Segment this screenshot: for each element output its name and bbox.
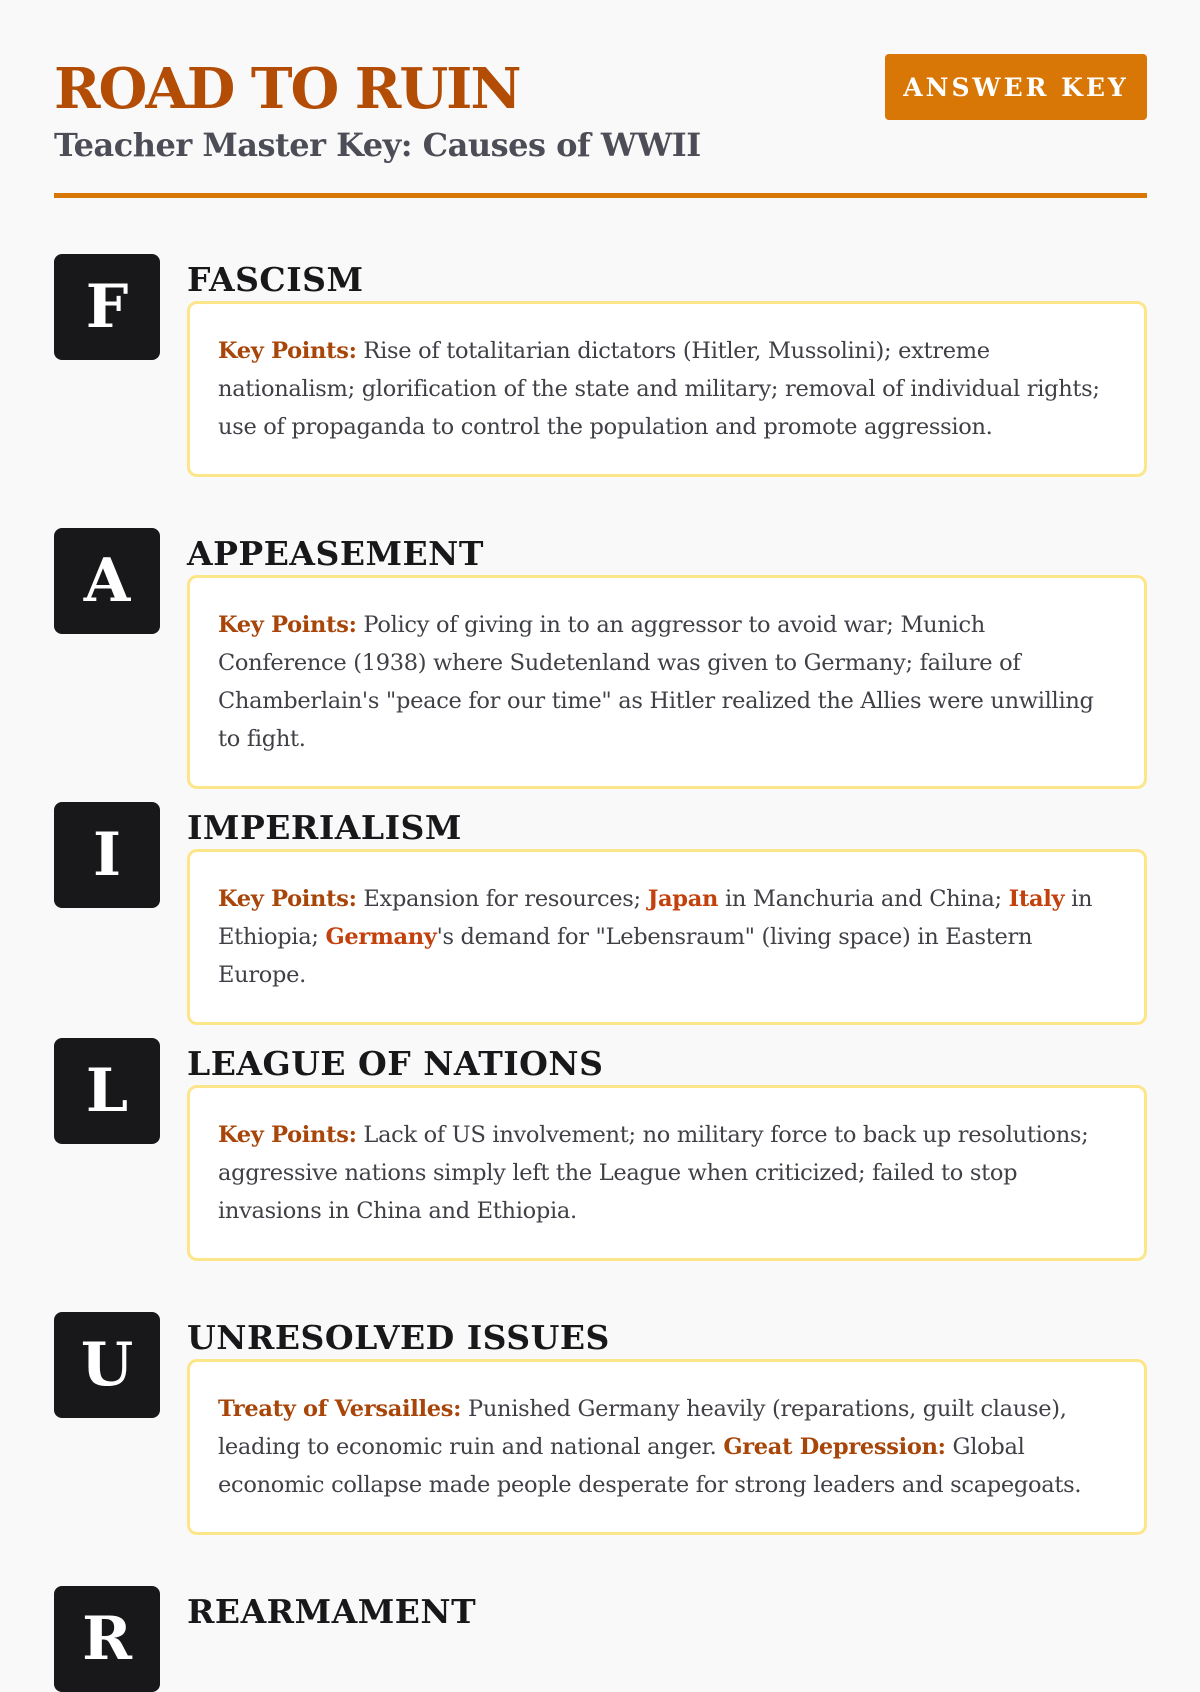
answer-key-badge: ANSWER KEY (885, 54, 1147, 120)
key-points-text (218, 1116, 1116, 1230)
key-points-body: Expansion for resources; (356, 886, 648, 912)
key-points-label: Key Points: (218, 612, 357, 638)
header-divider (54, 193, 1147, 198)
key-points-text (218, 1390, 1116, 1504)
key-points-body: in Manchuria and China; (718, 886, 1009, 912)
key-points-text (218, 880, 1116, 994)
answer-key-page (54, 0, 1147, 1674)
key-points-body: Rise of totalitarian dictators (Hitler, Mussolini); extreme nationalism; glorification of the state and military; removal of individual rights; use of propaganda to control the population and promote aggression. (218, 338, 1100, 440)
letter-box: I (54, 802, 160, 908)
key-points-body: Global economic collapse made people desperate for strong leaders and scapegoats. (218, 1434, 1082, 1498)
key-points-label: Key Points: (218, 886, 357, 912)
highlight-japan: Japan (647, 886, 719, 912)
key-points-card (187, 849, 1147, 1025)
term-heading: REARMAMENT (187, 1592, 477, 1631)
highlight-italy: Italy (1008, 886, 1065, 912)
key-points-card (187, 301, 1147, 477)
key-points-text (218, 606, 1116, 758)
letter-box: A (54, 528, 160, 634)
term-heading: APPEASEMENT (187, 534, 484, 573)
key-points-card (187, 1085, 1147, 1261)
letter-box: L (54, 1038, 160, 1144)
page-header (54, 0, 1147, 200)
page-subtitle: Teacher Master Key: Causes of WWII (54, 126, 701, 164)
letter-box: U (54, 1312, 160, 1418)
key-points-label: Key Points: (218, 338, 357, 364)
key-points-body: 's demand for "Lebensraum" (living space) in Eastern Europe. (218, 924, 1033, 988)
term-heading: FASCISM (187, 260, 364, 299)
key-points-card (187, 575, 1147, 789)
key-points-body: Punished Germany heavily (reparations, guilt clause), leading to economic ruin and national anger. (218, 1396, 1067, 1460)
page-title: ROAD TO RUIN (54, 56, 520, 122)
key-points-text (218, 332, 1116, 446)
key-points-body: Policy of giving in to an aggressor to avoid war; Munich Conference (1938) where Sudetenland was given to Germany; failure of Chamberlain's "peace for our time" as Hitler realized the Allies were unwilling to fight. (218, 612, 1094, 752)
key-points-body: Lack of US involvement; no military force to back up resolutions; aggressive nations simply left the League when criticized; failed to stop invasions in China and Ethiopia. (218, 1122, 1089, 1224)
key-points-body: in Ethiopia; (218, 886, 1093, 950)
depression-label: Great Depression: (723, 1434, 946, 1460)
key-points-card (187, 1359, 1147, 1535)
highlight-germany: Germany (325, 924, 437, 950)
treaty-label: Treaty of Versailles: (218, 1396, 462, 1422)
term-heading: LEAGUE OF NATIONS (187, 1044, 604, 1083)
letter-box: F (54, 254, 160, 360)
letter-box: R (54, 1586, 160, 1692)
term-heading: UNRESOLVED ISSUES (187, 1318, 610, 1357)
term-heading: IMPERIALISM (187, 808, 462, 847)
key-points-label: Key Points: (218, 1122, 357, 1148)
